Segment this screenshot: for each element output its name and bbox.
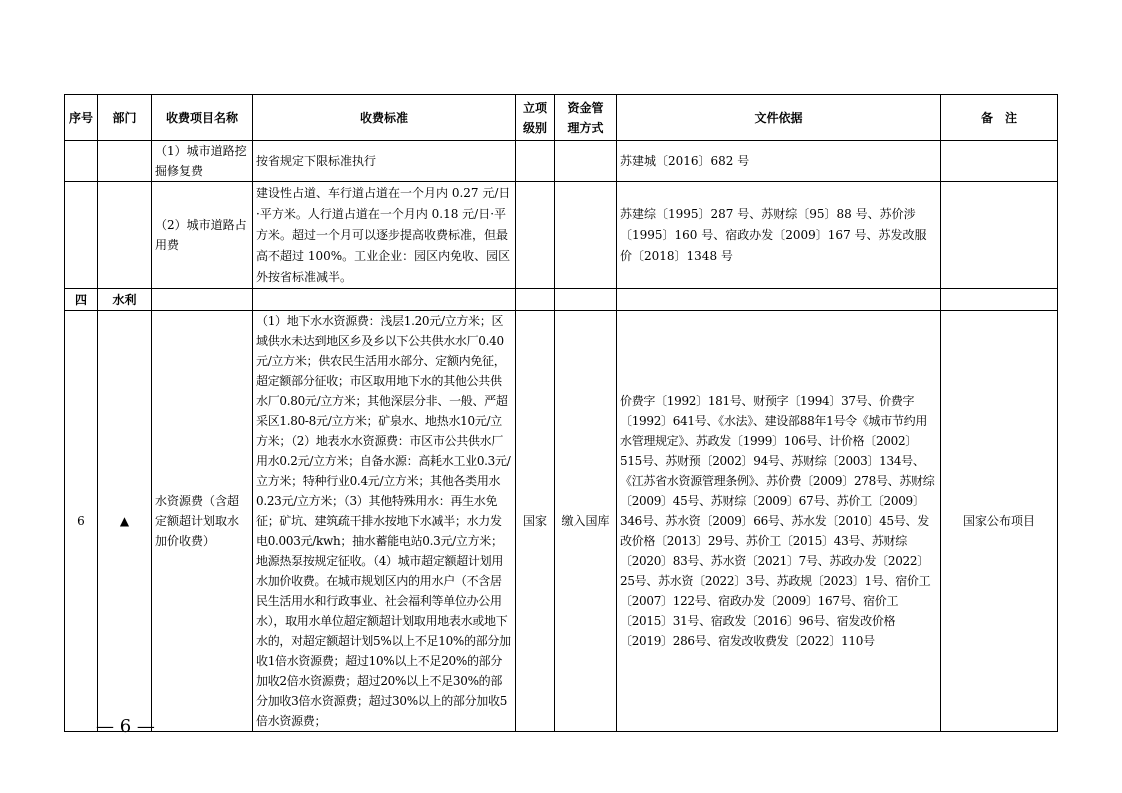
section-row bbox=[65, 289, 1058, 311]
empty-cell bbox=[555, 289, 617, 311]
cell-level bbox=[516, 182, 555, 289]
table-row bbox=[65, 141, 1058, 182]
cell-item-name: 水资源费（含超定额超计划取水加价收费） bbox=[152, 311, 253, 732]
col-header-note: 备 注 bbox=[941, 95, 1058, 141]
cell-level: 国家 bbox=[516, 311, 555, 732]
cell-fund bbox=[555, 141, 617, 182]
table-row bbox=[65, 182, 1058, 289]
section-number: 四 bbox=[65, 289, 98, 311]
cell-number: 6 bbox=[65, 311, 98, 732]
empty-cell bbox=[941, 289, 1058, 311]
col-header-standard: 收费标准 bbox=[253, 95, 516, 141]
cell-item-name: （2）城市道路占用费 bbox=[152, 182, 253, 289]
cell-number bbox=[65, 182, 98, 289]
cell-item-name: （1）城市道路挖掘修复费 bbox=[152, 141, 253, 182]
col-header-item-name: 收费项目名称 bbox=[152, 95, 253, 141]
cell-fund bbox=[555, 182, 617, 289]
cell-standard: 建设性占道、车行道占道在一个月内 0.27 元/日·平方米。人行道占道在一个月内 0.18 元/日·平方米。超过一个月可以逐步提高收费标准，但最高不超过 100%。工业企业：园区内免收、园区外按省标准减半。 bbox=[253, 182, 516, 289]
fee-table bbox=[64, 94, 1058, 732]
cell-standard: 按省规定下限标准执行 bbox=[253, 141, 516, 182]
cell-level bbox=[516, 141, 555, 182]
empty-cell bbox=[516, 289, 555, 311]
cell-fund: 缴入国库 bbox=[555, 311, 617, 732]
cell-department bbox=[98, 182, 152, 289]
empty-cell bbox=[617, 289, 941, 311]
cell-basis: 价费字〔1992〕181号、财预字〔1994〕37号、价费字〔1992〕641号、《水法》、建设部88年1号令《城市节约用水管理规定》、苏政发〔1999〕106号、计价格〔2002〕515号、苏财预〔2002〕94号、苏财综〔2003〕134号、《江苏省水资源管理条例》、苏价费〔2009〕278号、苏财综〔2009〕45号、苏财综〔2009〕67号、苏价工〔2009〕346号、苏水资〔2009〕66号、苏水发〔2010〕45号、发改价格〔2013〕29号、苏价工〔2015〕43号、苏财综〔2020〕83号、苏水资〔2021〕7号、苏政办发〔2022〕25号、苏水资〔2022〕3号、苏政规〔2023〕1号、宿价工〔2007〕122号、宿政办发〔2009〕167号、宿价工〔2015〕31号、宿政发〔2016〕96号、宿发改价格〔2019〕286号、宿发改收费发〔2022〕110号 bbox=[617, 311, 941, 732]
empty-cell bbox=[152, 289, 253, 311]
col-header-department: 部门 bbox=[98, 95, 152, 141]
cell-standard: （1）地下水水资源费：浅层1.20元/立方米；区域供水未达到地区乡及乡以下公共供水水厂0.40元/立方米；供农民生活用水部分、定额内免征，超定额部分征收；市区取用地下水的其他公共供水厂0.80元/立方米；其他深层分非、一般、严超采区1.80-8元/立方米；矿泉水、地热水10元/立方米；（2）地表水水资源费：市区市公共供水厂用水0.2元/立方米；自备水源：高耗水工业0.3元/立方米；特种行业0.4元/立方米；其他各类用水0.23元/立方米；（3）其他特殊用水：再生水免征；矿坑、建筑疏干排水按地下水减半；水力发电0.003元/kwh；抽水蓄能电站0.3元/立方米；地源热泵按规定征收。（4）城市超定额超计划用水加价收费。在城市规划区内的用水户（不含居民生活用水和行政事业、社会福利等单位办公用水），取用水单位超定额超计划取用地表水或地下水的，对超定额超计划5%以上不足10%的部分加收1倍水资源费；超过10%以上不足20%的部分加收2倍水资源费；超过20%以上不足30%的部分加收3倍水资源费；超过30%以上的部分加收5倍水资源费； bbox=[253, 311, 516, 732]
cell-department bbox=[98, 141, 152, 182]
cell-number bbox=[65, 141, 98, 182]
cell-department-mark: ▲ bbox=[98, 311, 152, 732]
empty-cell bbox=[253, 289, 516, 311]
col-header-fund-management: 资金管 理方式 bbox=[555, 95, 617, 141]
col-header-number: 序号 bbox=[65, 95, 98, 141]
cell-basis: 苏建综〔1995〕287 号、苏财综〔95〕88 号、苏价涉〔1995〕160 号、宿政办发〔2009〕167 号、苏发改服价〔2018〕1348 号 bbox=[617, 182, 941, 289]
page-number: — 6 — bbox=[96, 716, 155, 737]
cell-note bbox=[941, 182, 1058, 289]
cell-basis: 苏建城〔2016〕682 号 bbox=[617, 141, 941, 182]
col-header-basis: 文件依据 bbox=[617, 95, 941, 141]
section-department: 水利 bbox=[98, 289, 152, 311]
cell-note: 国家公布项目 bbox=[941, 311, 1058, 732]
table-header-row bbox=[65, 95, 1058, 141]
table-row bbox=[65, 311, 1058, 732]
cell-note bbox=[941, 141, 1058, 182]
col-header-level: 立项 级别 bbox=[516, 95, 555, 141]
